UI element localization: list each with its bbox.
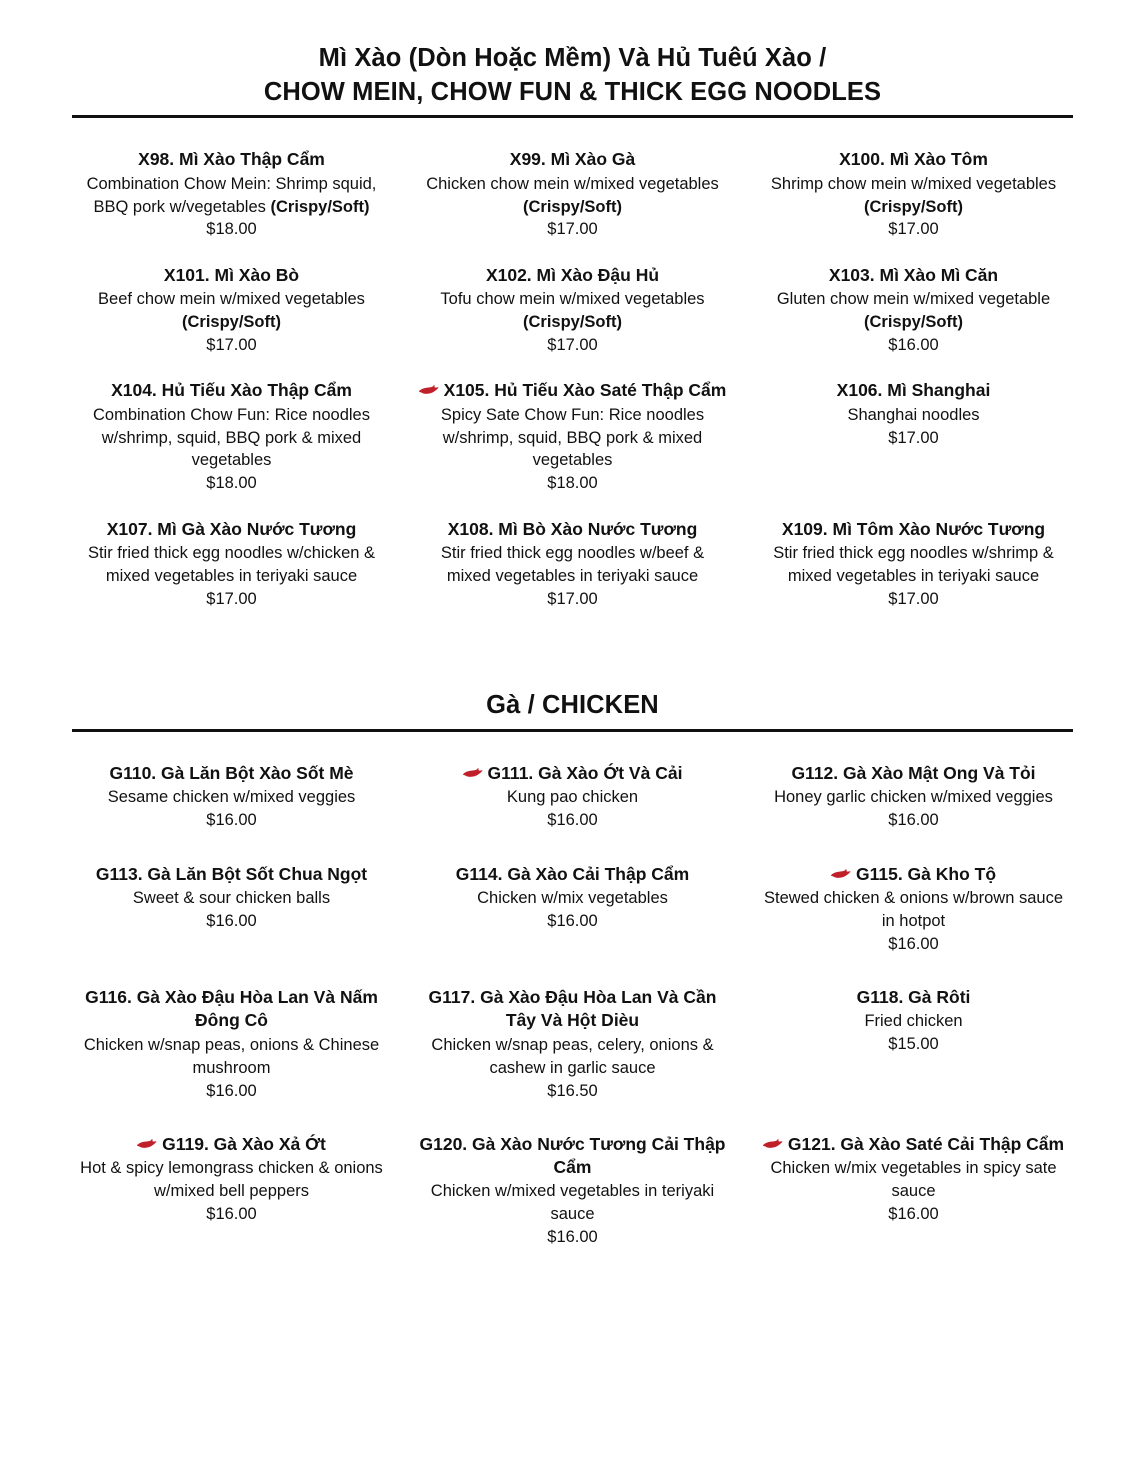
menu-item-price: $18.00 — [206, 474, 257, 493]
menu-item-description: Sesame chicken w/mixed veggies — [107, 788, 356, 807]
menu-item-name-text: G115. Gà Kho Tộ — [855, 863, 997, 884]
menu-item-name-text: G121. Gà Xào Saté Cải Thập Cẩm — [787, 1133, 1065, 1154]
menu-item-price: $17.00 — [547, 589, 598, 608]
section-noodles-title-line2: CHOW MEIN, CHOW FUN & THICK EGG NOODLES — [263, 77, 882, 106]
menu-item-name — [417, 148, 728, 171]
menu-item-name-text: G117. Gà Xào Đậu Hòa Lan Và Cần Tây Và Hột Dièu — [428, 987, 717, 1031]
menu-item-name — [76, 762, 387, 785]
menu-item-price: $17.00 — [206, 589, 257, 608]
menu-item-name — [76, 379, 387, 402]
menu-item — [754, 264, 1073, 358]
menu-item — [754, 379, 1073, 495]
menu-item-description: Stir fried thick egg noodles w/chicken & mixed vegetables in teriyaki sauce — [87, 544, 376, 586]
menu-item-name-text: X109. Mì Tôm Xào Nước Tương — [781, 518, 1046, 539]
menu-item — [72, 762, 391, 833]
section-chicken — [72, 689, 1073, 1279]
menu-item-name-text: X106. Mì Shanghai — [836, 380, 991, 401]
menu-item — [754, 1133, 1073, 1250]
menu-item-description: Sweet & sour chicken balls — [132, 888, 331, 907]
menu-item-price: $16.00 — [547, 811, 598, 830]
menu-item-description: Shrimp chow mein w/mixed vegetables (Crispy/Soft) — [770, 174, 1057, 216]
menu-item-description: Chicken w/mix vegetables — [477, 888, 668, 907]
menu-item-description: Chicken chow mein w/mixed vegetables (Crispy/Soft) — [426, 174, 719, 216]
menu-item-description: Tofu chow mein w/mixed vegetables (Crispy/Soft) — [440, 290, 705, 332]
menu-item-price: $17.00 — [547, 335, 598, 354]
section-chicken-title — [72, 689, 1073, 723]
menu-item — [413, 1133, 732, 1250]
menu-item — [72, 1133, 391, 1250]
menu-item-price: $16.00 — [206, 911, 257, 930]
menu-item-name-text: G112. Gà Xào Mật Ong Và Tỏi — [791, 763, 1036, 784]
menu-item-name-text: X104. Hủ Tiếu Xào Thập Cẩm — [111, 380, 352, 401]
menu-item-name-text: G120. Gà Xào Nước Tương Cải Thập Cẩm — [419, 1133, 726, 1178]
menu-item-name — [76, 518, 387, 541]
menu-item-name-text: G116. Gà Xào Đậu Hòa Lan Và Nấm Đông Cô — [85, 987, 378, 1031]
menu-item-name — [417, 379, 728, 402]
menu-item — [413, 264, 732, 358]
menu-item-name — [417, 863, 728, 886]
menu-item-price: $17.00 — [888, 589, 939, 608]
menu-item — [754, 863, 1073, 957]
menu-item-name — [417, 762, 728, 785]
menu-item-description: Honey garlic chicken w/mixed veggies — [774, 788, 1053, 807]
noodles-item-grid — [72, 148, 1073, 633]
menu-item-name-text: X99. Mì Xào Gà — [509, 149, 636, 170]
menu-item-name-text: G110. Gà Lăn Bột Xào Sốt Mè — [109, 763, 354, 784]
chili-pepper-icon — [137, 1138, 157, 1149]
menu-item-name-text: G119. Gà Xào Xả Ớt — [162, 1133, 326, 1154]
menu-item-description: Gluten chow mein w/mixed vegetable (Crispy/Soft) — [776, 290, 1051, 332]
menu-item-name — [417, 986, 728, 1033]
menu-item-price: $16.00 — [547, 911, 598, 930]
menu-item-price: $16.00 — [888, 1205, 939, 1224]
menu-item-name-text: X98. Mì Xào Thập Cẩm — [138, 149, 325, 170]
chili-pepper-icon — [419, 384, 439, 395]
menu-item-name — [758, 148, 1069, 171]
menu-item-price: $16.00 — [206, 1205, 257, 1224]
menu-item — [413, 518, 732, 612]
menu-item-price: $17.00 — [206, 335, 257, 354]
menu-item-name — [758, 264, 1069, 287]
menu-item-price: $16.00 — [206, 811, 257, 830]
menu-item-price: $18.00 — [547, 474, 598, 493]
menu-item — [413, 762, 732, 833]
menu-item-name — [758, 863, 1069, 886]
menu-item-price: $16.00 — [888, 934, 939, 953]
section-noodles-title-line1: Mì Xào (Dòn Hoặc Mềm) Và Hủ Tuêú Xào / — [318, 44, 827, 72]
menu-item-description: Stir fried thick egg noodles w/beef & mixed vegetables in teriyaki sauce — [440, 544, 705, 586]
menu-item-name-text: G118. Gà Rôti — [856, 987, 971, 1008]
menu-item-name-text: X100. Mì Xào Tôm — [839, 149, 988, 170]
menu-item — [72, 986, 391, 1103]
menu-item-name — [76, 148, 387, 171]
menu-item — [754, 986, 1073, 1103]
menu-item-description: Hot & spicy lemongrass chicken & onions w/mixed bell peppers — [80, 1159, 383, 1201]
menu-item-price: $16.00 — [888, 811, 939, 830]
menu-item-name-text: X107. Mì Gà Xào Nước Tương — [106, 518, 357, 539]
menu-item-name — [76, 986, 387, 1033]
menu-item-price: $16.50 — [547, 1081, 598, 1100]
menu-item — [754, 518, 1073, 612]
menu-item-description: Fried chicken — [864, 1012, 963, 1031]
menu-item-name — [417, 518, 728, 541]
section-noodles — [72, 42, 1073, 633]
menu-item-price: $17.00 — [888, 428, 939, 447]
menu-item-name-text: X103. Mì Xào Mì Căn — [828, 264, 999, 285]
spacer — [72, 732, 1073, 762]
menu-item-name-text: G113. Gà Lăn Bột Sốt Chua Ngọt — [95, 863, 368, 884]
menu-item-name — [758, 518, 1069, 541]
menu-item-name — [76, 1133, 387, 1156]
menu-item-description: Shanghai noodles — [847, 405, 980, 424]
menu-item-name — [417, 1133, 728, 1180]
menu-item — [413, 379, 732, 495]
chili-pepper-icon — [831, 868, 851, 879]
chicken-item-grid — [72, 762, 1073, 1280]
section-noodles-title — [72, 42, 1073, 109]
menu-item-description: Combination Chow Fun: Rice noodles w/shrimp, squid, BBQ pork & mixed vegetables — [93, 405, 370, 470]
menu-item-description: Spicy Sate Chow Fun: Rice noodles w/shrimp, squid, BBQ pork & mixed vegetables — [440, 405, 705, 470]
menu-item-price: $17.00 — [547, 220, 598, 239]
menu-item-name — [417, 264, 728, 287]
menu-item — [754, 148, 1073, 242]
menu-item-description: Combination Chow Mein: Shrimp squid, BBQ pork w/vegetables (Crispy/Soft) — [86, 174, 377, 216]
menu-item — [72, 518, 391, 612]
menu-item-description: Chicken w/snap peas, onions & Chinese mushroom — [83, 1035, 380, 1077]
menu-item-description: Stewed chicken & onions w/brown sauce in hotpot — [764, 888, 1063, 930]
menu-item — [754, 762, 1073, 833]
menu-item-name — [758, 379, 1069, 402]
menu-item — [72, 148, 391, 242]
menu-item-name-text: X108. Mì Bò Xào Nước Tương — [447, 518, 698, 539]
menu-item-name-text: G111. Gà Xào Ớt Và Cải — [487, 763, 683, 784]
menu-item-description: Stir fried thick egg noodles w/shrimp & mixed vegetables in teriyaki sauce — [773, 544, 1054, 586]
menu-item-name — [758, 762, 1069, 785]
menu-item-price: $15.00 — [888, 1035, 939, 1054]
menu-item — [413, 148, 732, 242]
chili-pepper-icon — [463, 767, 483, 778]
menu-item-price: $18.00 — [206, 220, 257, 239]
spacer — [72, 118, 1073, 148]
menu-item-price: $16.00 — [547, 1228, 598, 1247]
menu-item-description: Chicken w/mix vegetables in spicy sate sauce — [770, 1159, 1057, 1201]
menu-item — [72, 264, 391, 358]
menu-item-name-text: X105. Hủ Tiếu Xào Saté Thập Cẩm — [443, 380, 727, 401]
menu-item-name-text: G114. Gà Xào Cải Thập Cẩm — [455, 863, 690, 884]
menu-item-price: $17.00 — [888, 220, 939, 239]
menu-item-description: Kung pao chicken — [506, 788, 639, 807]
chili-pepper-icon — [763, 1138, 783, 1149]
menu-item-name-text: X102. Mì Xào Đậu Hủ — [485, 264, 660, 285]
menu-item-name — [758, 986, 1069, 1009]
menu-item — [72, 379, 391, 495]
menu-item-name — [76, 264, 387, 287]
menu-item-name-text: X101. Mì Xào Bò — [163, 264, 300, 285]
menu-item-name — [76, 863, 387, 886]
menu-item-price: $16.00 — [888, 335, 939, 354]
menu-item — [72, 863, 391, 957]
menu-item — [413, 863, 732, 957]
section-chicken-title-line1: Gà / CHICKEN — [486, 691, 659, 720]
menu-item-description: Chicken w/snap peas, celery, onions & cashew in garlic sauce — [431, 1035, 714, 1077]
menu-item-description: Chicken w/mixed vegetables in teriyaki sauce — [430, 1182, 715, 1224]
menu-item-name — [758, 1133, 1069, 1156]
menu-item-description: Beef chow mein w/mixed vegetables (Crispy/Soft) — [98, 290, 365, 332]
menu-item-price: $16.00 — [206, 1081, 257, 1100]
menu-item — [413, 986, 732, 1103]
